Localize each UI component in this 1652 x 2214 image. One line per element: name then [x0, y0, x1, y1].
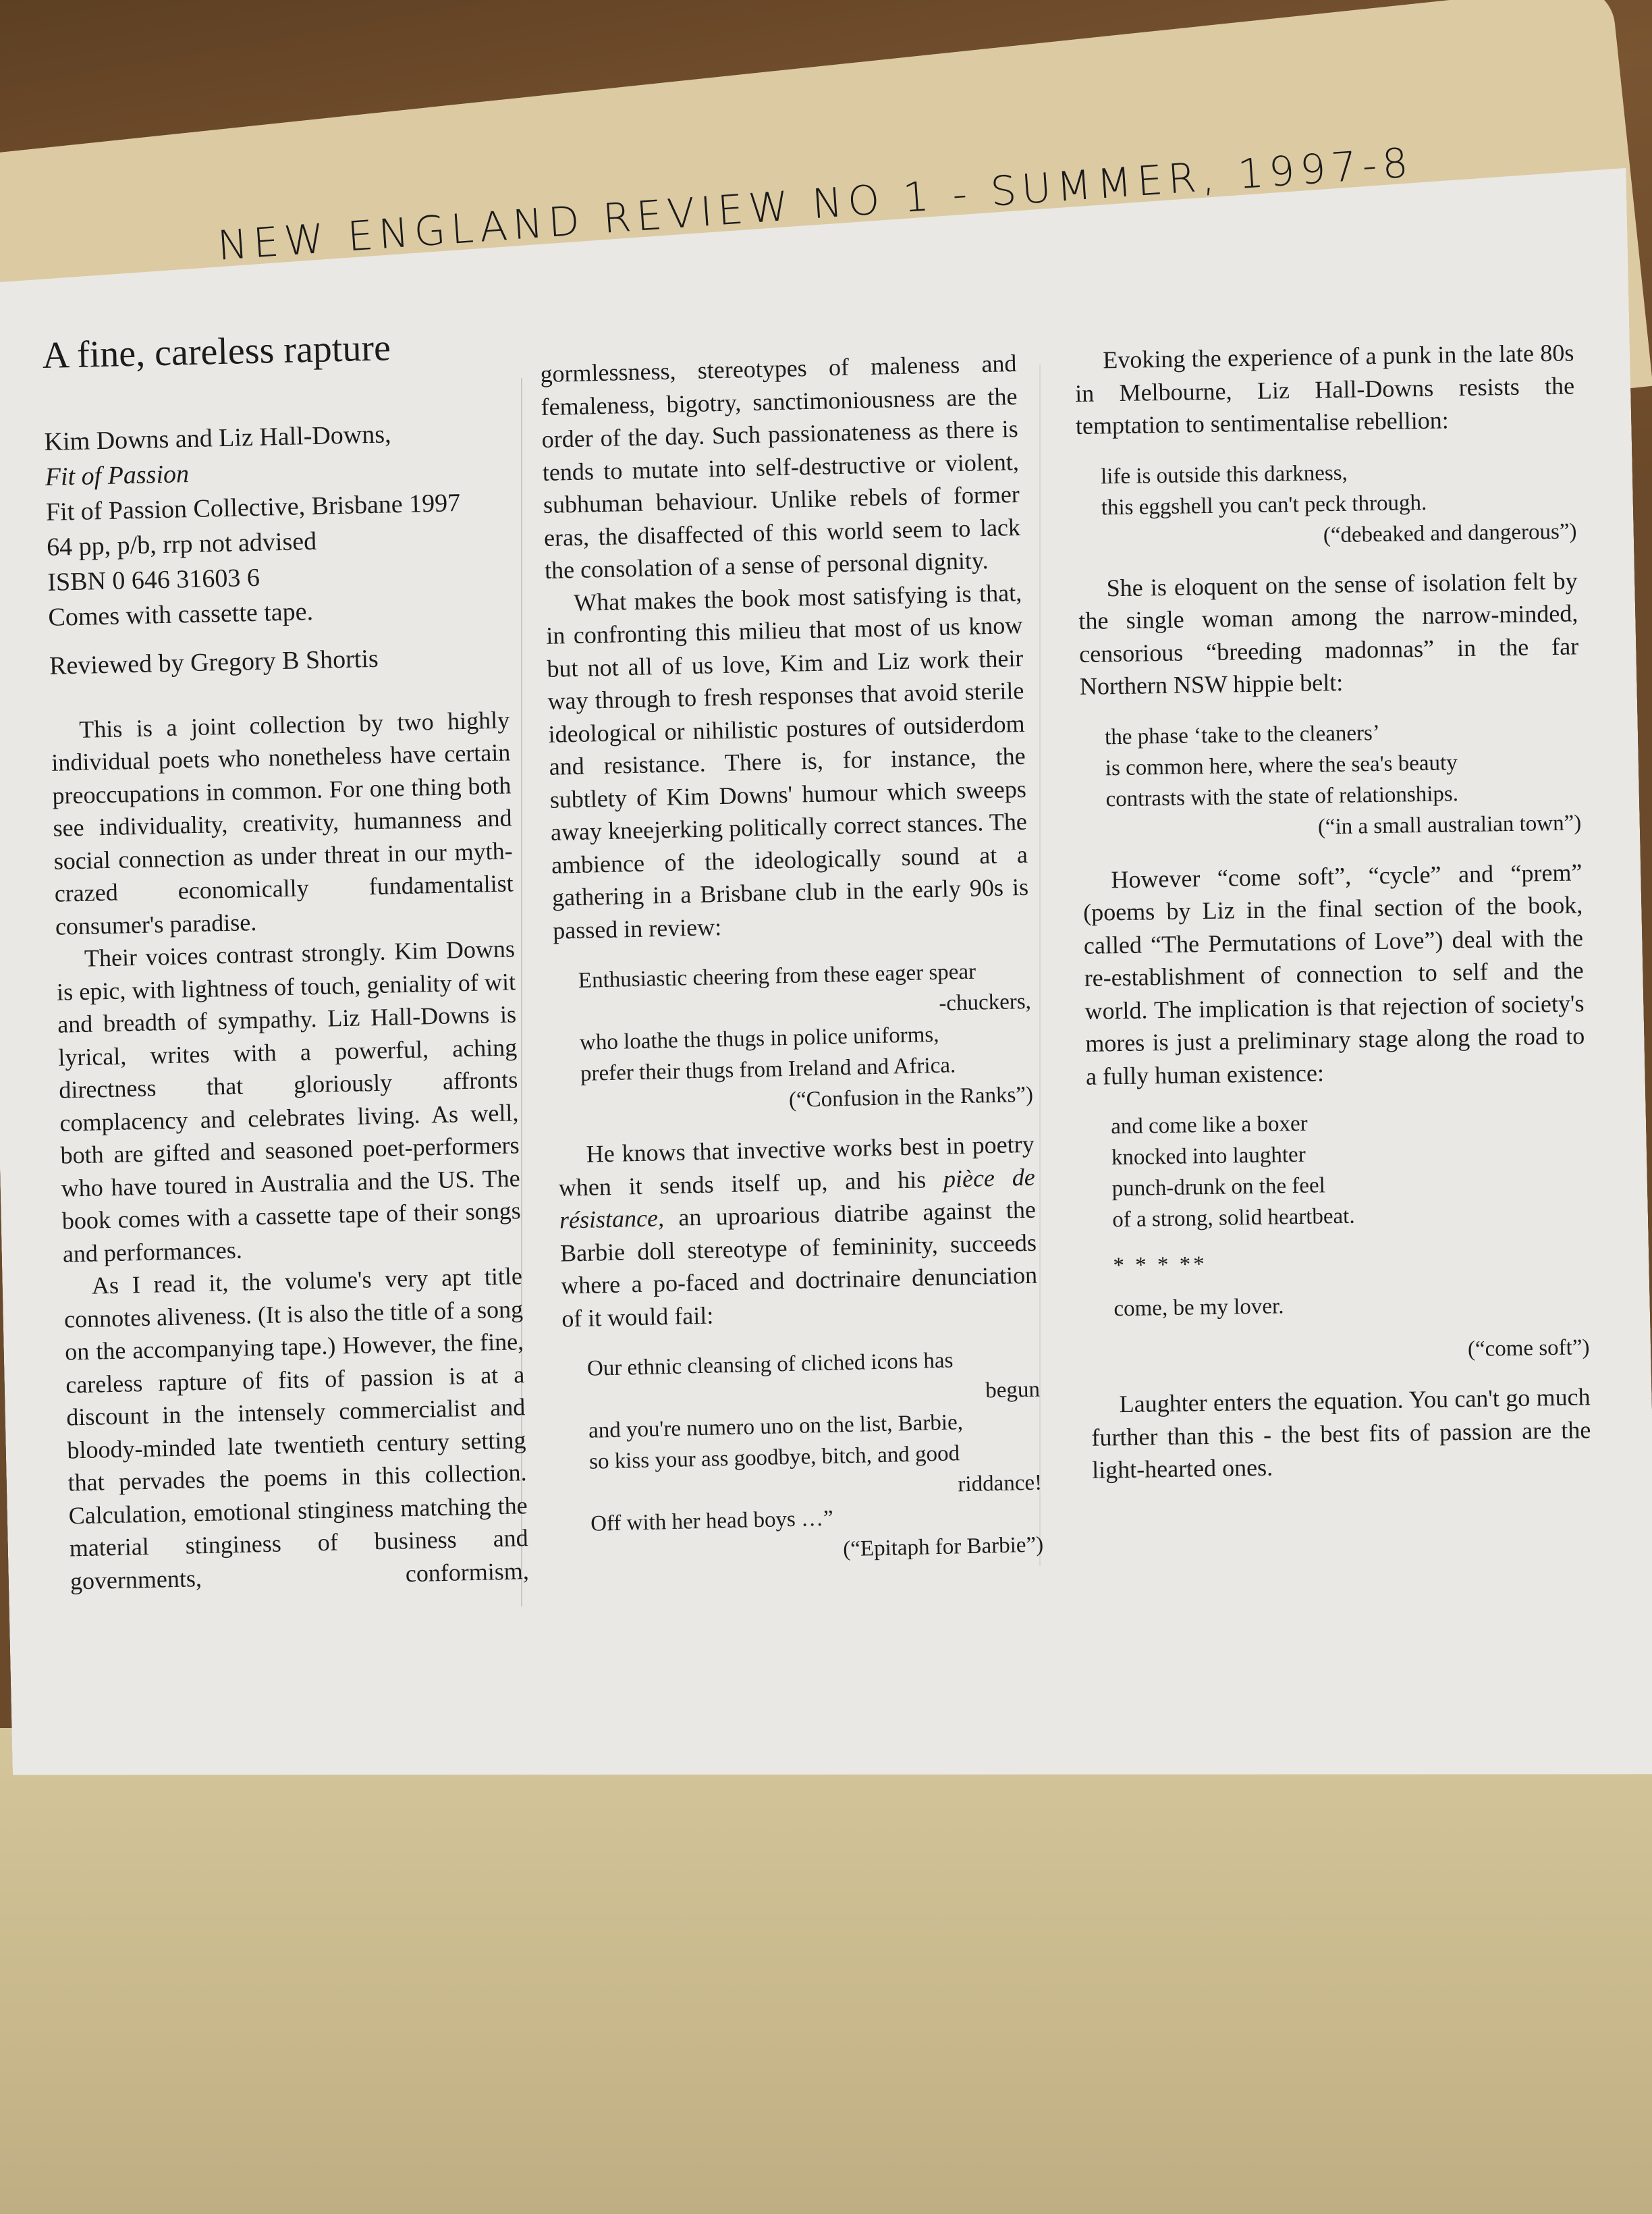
book-extras: Comes with cassette tape.: [48, 597, 314, 632]
body-paragraph: As I read it, the volume's very apt title connotes aliveness. (It is also the title of a song on the accompanying tape.) However, the fine, careless rapture of fits of passion is at a discount in the intensely commercialist and bloody-minded late twentieth century setting that pervades the poems in this collection. Calculation, emotional stinginess matching the material stinginess of business and governments, conformism,: [63, 1262, 530, 1595]
poem-citation: (“debeaked and dangerous”): [1323, 518, 1577, 547]
poem-line: and come like a boxer: [1110, 1111, 1308, 1139]
poem-line: life is outside this darkness,: [1100, 460, 1348, 489]
book-details: [44, 414, 507, 635]
poem-excerpt-epitaph-for-barbie: [586, 1343, 1043, 1571]
poem-line: this eggshell you can't peck through.: [1101, 490, 1427, 520]
middle-column: [540, 347, 1044, 1589]
poem-line: the phase ‘take to the cleaners’: [1104, 720, 1381, 749]
poem-line: come, be my lover.: [1113, 1294, 1284, 1322]
right-column: [1074, 336, 1591, 1486]
body-paragraph: Evoking the experience of a punk in the late 80s in Melbourne, Liz Hall-Downs resists the temptation to sentimentalise rebellion:: [1074, 339, 1575, 439]
book-isbn: ISBN 0 646 31603 6: [47, 563, 260, 597]
left-column: [42, 324, 529, 1598]
poem-line: -chuckers,: [938, 989, 1032, 1016]
poem-citation: (“come soft”): [1467, 1335, 1590, 1362]
book-title: Fit of Passion: [45, 460, 190, 491]
body-paragraph: [557, 1128, 1038, 1335]
body-paragraph: Their voices contrast strongly. Kim Downs is epic, with lightness of touch, geniality of wit and breadth of sympathy. Liz Hall-Downs is lyrical, writes with a powerful, aching directness that gloriously affronts complacency and celebrates living. As well, both are gifted and seasoned poet-performers who have toured in Australia and the US. The book comes with a cassette tape of their songs and performances.: [56, 935, 522, 1268]
poem-line: begun: [985, 1377, 1041, 1403]
article-title: A fine, careless rapture: [42, 327, 391, 377]
body-paragraph: She is eloquent on the sense of isolation felt by the single woman among the narrow-minded, censorious “breeding madonnas” in the far Northern NSW hippie belt:: [1078, 566, 1579, 700]
poem-line: who loathe the thugs in police uniforms,: [579, 1022, 939, 1055]
body-paragraph: What makes the book most satisfying is that, in confronting this milieu that most of us know but not all of us love, Kim and Liz work their way through to fresh responses that avoid sterile ideological or nihilistic postures of outsiderdom and resistance. There is, for instance, the subtlety of Kim Downs' humour which sweeps away kneejerking politically correct stances. The ambience of the ideologically sound at a gathering in a Brisbane club in the early 90s is passed in review:: [545, 578, 1029, 944]
body-paragraph: Laughter enters the equation. You can't go much further than this - the best fits of passion are the light-hearted ones.: [1091, 1383, 1591, 1484]
poem-line: Off with her head boys …”: [590, 1506, 834, 1536]
poem-line: and you're numero uno on the list, Barbie,: [588, 1410, 964, 1443]
body-paragraph-continued: gormlessness, stereotypes of maleness and femaleness, bigotry, sanctimoniousness are the order of the day. Such passionateness as there is tends to mutate into self-destructive or violent, subhuman behaviour. Unlike rebels of former eras, the disaffected of this world seem to lack the consolation of a sense of personal dignity.: [540, 349, 1021, 584]
body-paragraph: This is a joint collection by two highly individual poets who nonetheless have certain preoccupations in common. For one thing both see individuality, creativity, humanness and social connection as under threat in our myth-crazed economically fundamentalist consumer's paradise.: [51, 705, 514, 940]
poem-line: punch-drunk on the feel: [1111, 1173, 1326, 1202]
poem-line: is common here, where the sea's beauty: [1105, 750, 1458, 780]
poem-excerpt-come-soft: [1111, 1104, 1590, 1370]
book-publisher: Fit of Passion Collective, Brisbane 1997: [45, 489, 461, 526]
poem-citation: (“in a small australian town”): [1317, 810, 1582, 839]
text-run: an uproarious diatribe against the Barbie doll stereotype of femininity, succeeds where a po-faced and doctrinaire denunciation of it would fail:: [559, 1195, 1038, 1332]
poem-line: of a strong, solid heartbeat.: [1112, 1204, 1355, 1233]
book-authors: Kim Downs and Liz Hall-Downs,: [44, 420, 391, 456]
reviewer-byline: Reviewed by Gregory B Shortis: [49, 644, 379, 680]
poem-line: knocked into laughter: [1111, 1142, 1306, 1170]
poem-line: Enthusiastic cheering from these eager spear: [578, 959, 976, 993]
poem-excerpt-debeaked-and-dangerous: [1101, 454, 1577, 554]
body-paragraph: However “come soft”, “cycle” and “prem” (poems by Liz in the final section of the book, called “The Permutations of Love”) deal with the re-establishment of connection to self and the world. The implication is that rejection of society's mores is just a preliminary stage along the road to a fully human existence:: [1082, 858, 1585, 1090]
poem-excerpt-confusion-in-the-ranks: [578, 955, 1033, 1120]
poem-line: riddance!: [958, 1470, 1043, 1497]
book-format: 64 pp, p/b, rrp not advised: [46, 526, 317, 562]
italic-phrase: pièce de résistance,: [559, 1163, 1036, 1234]
section-separator: * * * **: [1113, 1252, 1207, 1278]
poem-line: prefer their thugs from Ireland and Africa.: [580, 1053, 956, 1086]
poem-line: contrasts with the state of relationships.: [1105, 781, 1459, 811]
poem-excerpt-in-a-small-australian-town: [1105, 714, 1582, 846]
poem-line: so kiss your ass goodbye, bitch, and good: [588, 1441, 960, 1474]
text-run: He knows that invective works best in poetry when it sends itself up, and his: [558, 1130, 1035, 1202]
handwritten-note: NEW ENGLAND REVIEW NO 1 - SUMMER, 1997-8: [216, 139, 1415, 270]
poem-citation: (“Confusion in the Ranks”): [788, 1082, 1034, 1112]
poem-citation: (“Epitaph for Barbie”): [842, 1532, 1044, 1562]
poem-line: Our ethnic cleansing of cliched icons has: [586, 1348, 954, 1381]
